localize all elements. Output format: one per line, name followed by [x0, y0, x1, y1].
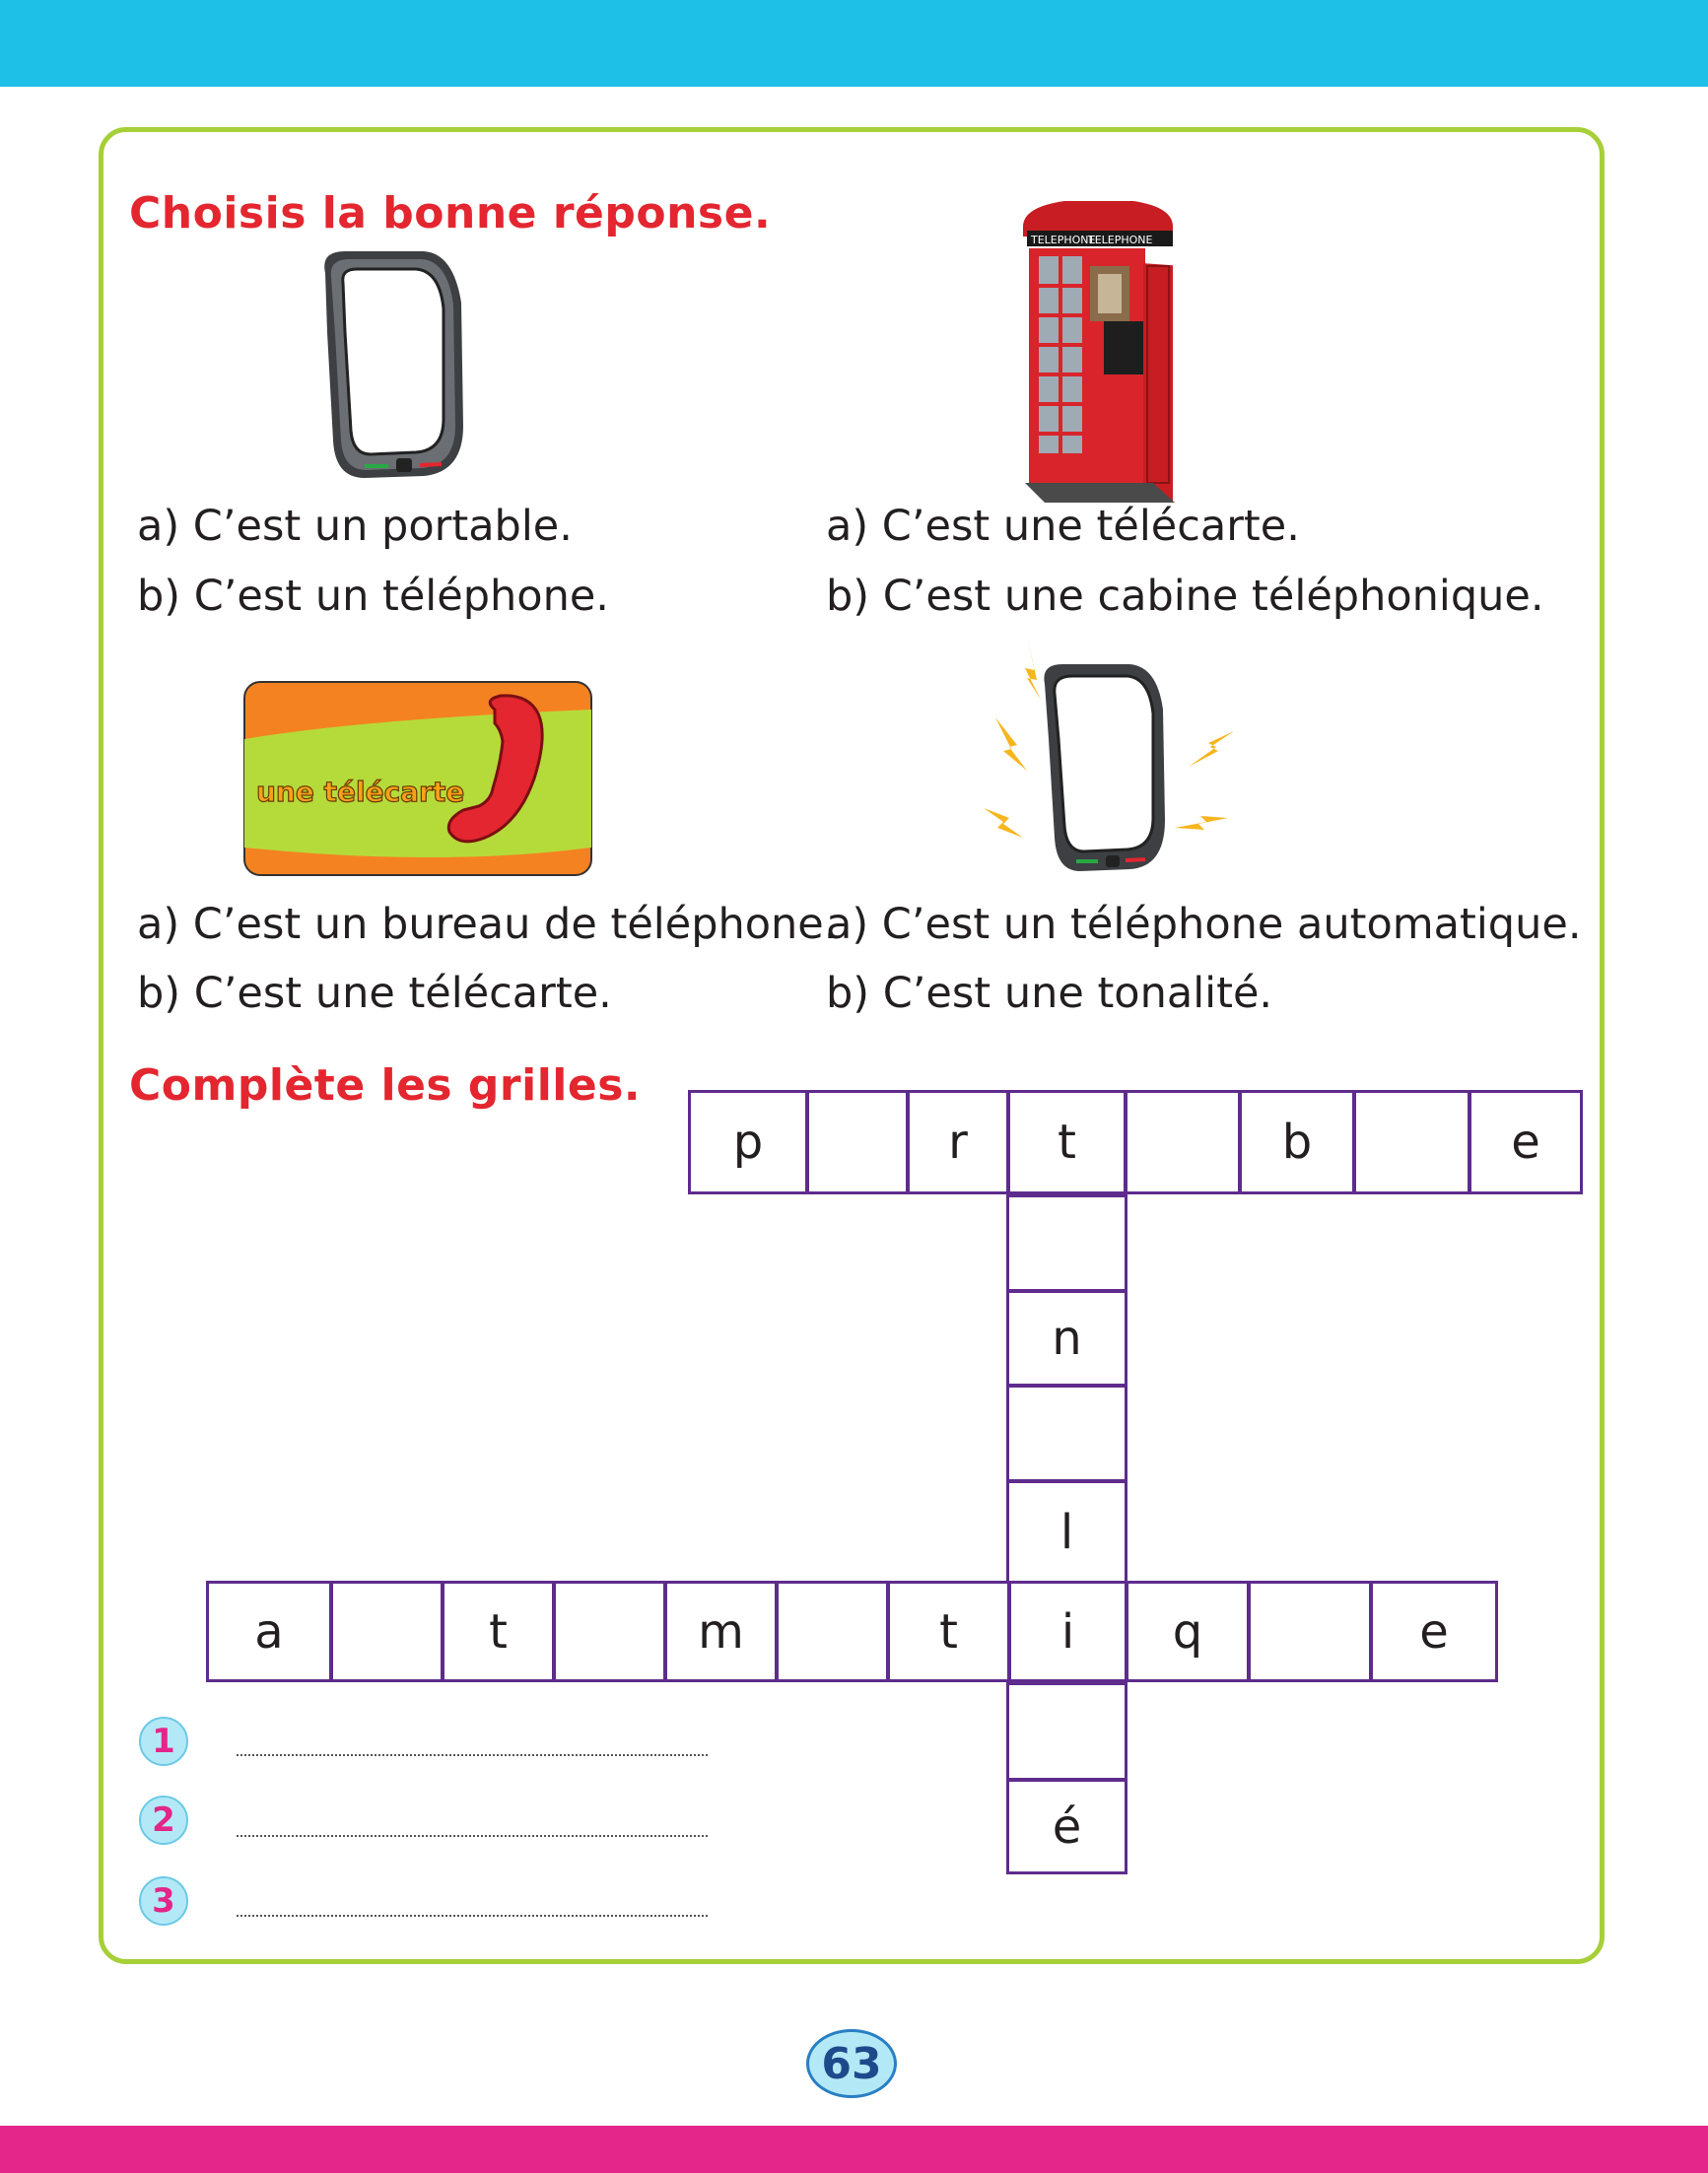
crossword-cell-row1-6[interactable]: b [1239, 1090, 1355, 1194]
crossword-cell-row3-10[interactable] [1248, 1581, 1372, 1682]
answer-number-3: 3 [139, 1876, 188, 1926]
crossword-cell-row3-1[interactable]: a [206, 1581, 332, 1682]
crossword-cell-row1-8[interactable]: e [1469, 1090, 1583, 1194]
q4-option-b[interactable]: b) C’est une tonalité. [826, 969, 1273, 1018]
top-color-bar [0, 0, 1708, 87]
crossword-cell-row1-1[interactable]: p [688, 1090, 808, 1194]
phone-booth-icon [1015, 197, 1183, 503]
crossword-cell-row3-2[interactable] [330, 1581, 444, 1682]
q4-option-a[interactable]: a) C’est un téléphone automatique. [826, 900, 1582, 949]
q1-option-a[interactable]: a) C’est un portable. [137, 502, 573, 551]
q2-option-b[interactable]: b) C’est une cabine téléphonique. [826, 572, 1544, 621]
page-number: 63 [806, 2029, 897, 2098]
answer-line-3[interactable] [237, 1915, 708, 1917]
crossword-cell-row3-7[interactable]: t [887, 1581, 1010, 1682]
q3-option-b[interactable]: b) C’est une télécarte. [137, 969, 612, 1018]
exercise-heading-complete: Complète les grilles. [129, 1060, 642, 1111]
booth-sign-left: TELEPHONE [1031, 234, 1096, 246]
crossword-cell-row3-3[interactable]: t [442, 1581, 555, 1682]
answer-line-1[interactable] [237, 1754, 708, 1756]
answer-number-2: 2 [139, 1796, 188, 1845]
ringing-phone-icon [982, 635, 1238, 893]
crossword-cell-row3-8[interactable]: i [1008, 1581, 1127, 1682]
crossword-cell-row3-5[interactable]: m [664, 1581, 778, 1682]
crossword-cell-col-4[interactable]: l [1006, 1480, 1127, 1584]
q3-option-a[interactable]: a) C’est un bureau de téléphone. [137, 900, 838, 949]
q2-option-a[interactable]: a) C’est une télécarte. [826, 502, 1300, 551]
crossword-cell-row3-11[interactable]: e [1370, 1581, 1498, 1682]
crossword-cell-col-2[interactable]: n [1006, 1290, 1127, 1387]
crossword-cell-row3-9[interactable]: q [1126, 1581, 1250, 1682]
booth-sign-right: TELEPHONE [1088, 234, 1153, 246]
crossword-cell-col-6[interactable]: é [1006, 1779, 1127, 1874]
phone-card-icon [242, 680, 593, 877]
phone-card-label: une télécarte [256, 776, 465, 808]
answer-line-2[interactable] [237, 1835, 708, 1837]
crossword-cell-row1-7[interactable] [1353, 1090, 1470, 1194]
crossword-cell-row1-4[interactable]: t [1007, 1090, 1127, 1194]
crossword-cell-col-3[interactable] [1006, 1385, 1127, 1482]
cell-phone-icon [306, 243, 473, 488]
crossword-cell-row1-5[interactable] [1125, 1090, 1241, 1194]
crossword-cell-row3-6[interactable] [776, 1581, 889, 1682]
q1-option-b[interactable]: b) C’est un téléphone. [137, 572, 609, 621]
answer-number-1: 1 [139, 1717, 188, 1766]
crossword-cell-row1-2[interactable] [806, 1090, 909, 1194]
crossword-cell-col-1[interactable] [1006, 1194, 1127, 1292]
crossword-cell-col-5[interactable] [1006, 1682, 1127, 1781]
crossword-cell-row1-3[interactable]: r [907, 1090, 1009, 1194]
bottom-color-bar [0, 2126, 1708, 2173]
crossword-cell-row3-4[interactable] [553, 1581, 666, 1682]
exercise-heading-choose: Choisis la bonne réponse. [129, 188, 772, 238]
